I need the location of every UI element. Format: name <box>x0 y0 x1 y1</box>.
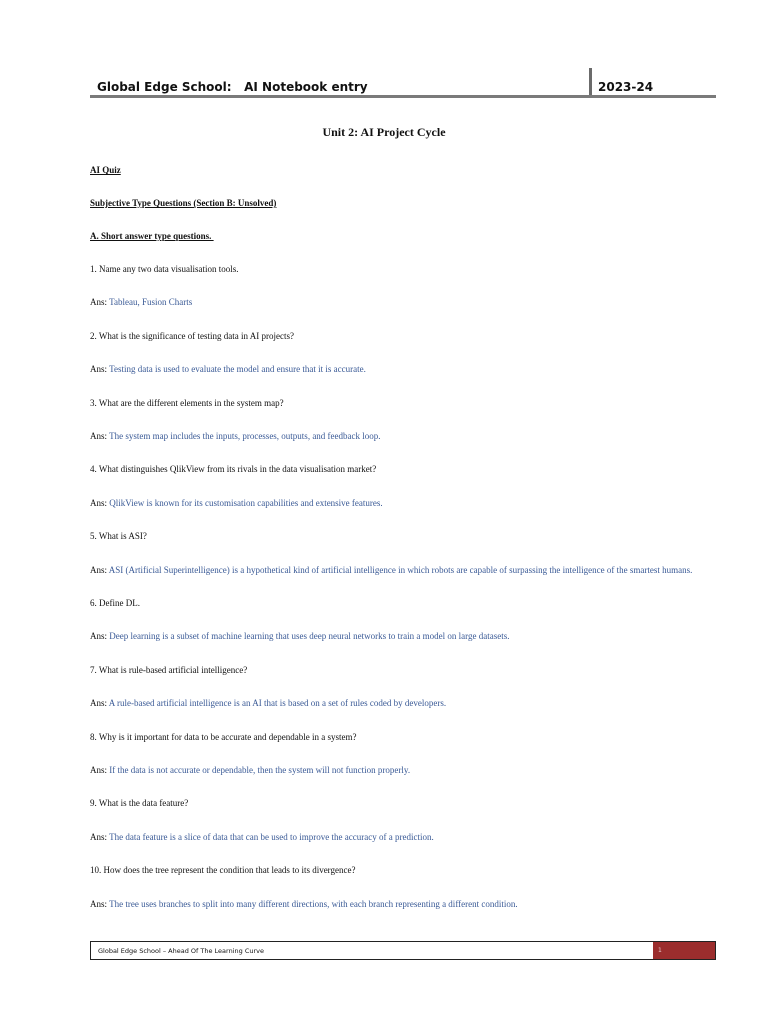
answer-1 <box>90 297 192 307</box>
answer-3 <box>90 431 381 441</box>
answer-5 <box>90 565 692 575</box>
answer-text: Tableau, Fusion Charts <box>109 297 193 308</box>
answer-prefix: Ans: <box>90 297 110 308</box>
question-3: 3. What are the different elements in the system map? <box>90 397 284 408</box>
answer-8 <box>90 765 410 775</box>
answer-text: The tree uses branches to split into many different directions, with each branch representing a different condition. <box>109 898 518 909</box>
answer-text: The data feature is a slice of data that can be used to improve the accuracy of a prediction. <box>109 831 434 842</box>
question-9: 9. What is the data feature? <box>90 798 189 809</box>
header-school-title: Global Edge School: AI Notebook entry <box>97 80 368 94</box>
header-divider <box>589 68 592 97</box>
answer-text: The system map includes the inputs, processes, outputs, and feedback loop. <box>109 431 381 441</box>
question-8: 8. Why is it important for data to be accurate and dependable in a system? <box>90 731 357 742</box>
answer-text: QlikView is known for its customisation capabilities and extensive features. <box>109 497 383 508</box>
answer-9 <box>90 832 434 842</box>
answer-prefix: Ans: <box>90 564 109 575</box>
page-footer <box>90 941 716 960</box>
answer-4 <box>90 498 383 508</box>
answer-text: If the data is not accurate or dependable, then the system will not function properly. <box>109 765 411 775</box>
question-6: 6. Define DL. <box>90 598 140 608</box>
answer-text: Deep learning is a subset of machine learning that uses deep neural networks to train a model on large datasets. <box>109 631 510 642</box>
question-10: 10. How does the tree represent the condition that leads to its divergence? <box>90 865 356 876</box>
page-number-box <box>653 942 715 959</box>
answer-text: Testing data is used to evaluate the model and ensure that it is accurate. <box>109 364 366 375</box>
question-7: 7. What is rule-based artificial intelligence? <box>90 664 248 675</box>
answer-10 <box>90 899 518 909</box>
page-number: 1 <box>658 947 662 954</box>
answer-prefix: Ans: <box>90 898 110 909</box>
header-year: 2023-24 <box>598 80 654 94</box>
answer-text: A rule-based artificial intelligence is an AI that is based on a set of rules coded by developers. <box>108 698 447 709</box>
question-4: 4. What distinguishes QlikView from its rivals in the data visualisation market? <box>90 464 377 475</box>
part-heading: A. Short answer type questions. <box>90 231 214 241</box>
answer-prefix: Ans: <box>90 364 110 375</box>
answer-6 <box>90 631 509 641</box>
question-2: 2. What is the significance of testing data in AI projects? <box>90 330 295 341</box>
footer-text: Global Edge School – Ahead Of The Learning Curve <box>98 947 265 955</box>
question-5: 5. What is ASI? <box>90 531 147 542</box>
answer-7 <box>90 698 446 708</box>
page-title: Unit 2: AI Project Cycle <box>322 125 446 139</box>
header-rule <box>90 95 716 98</box>
answer-prefix: Ans: <box>90 698 109 709</box>
answer-prefix: Ans: <box>90 431 110 441</box>
section-heading: Subjective Type Questions (Section B: Unsolved) <box>90 198 277 208</box>
answer-2 <box>90 364 366 374</box>
quiz-heading: AI Quiz <box>90 165 121 175</box>
answer-prefix: Ans: <box>90 497 110 508</box>
answer-prefix: Ans: <box>90 765 110 775</box>
answer-text: ASI (Artificial Superintelligence) is a hypothetical kind of artificial intelligence in which robots are capable of surpassing the intelligence of the smartest humans. <box>108 564 693 575</box>
question-1: 1. Name any two data visualisation tools. <box>90 264 239 274</box>
answer-prefix: Ans: <box>90 831 110 842</box>
answer-prefix: Ans: <box>90 631 110 642</box>
